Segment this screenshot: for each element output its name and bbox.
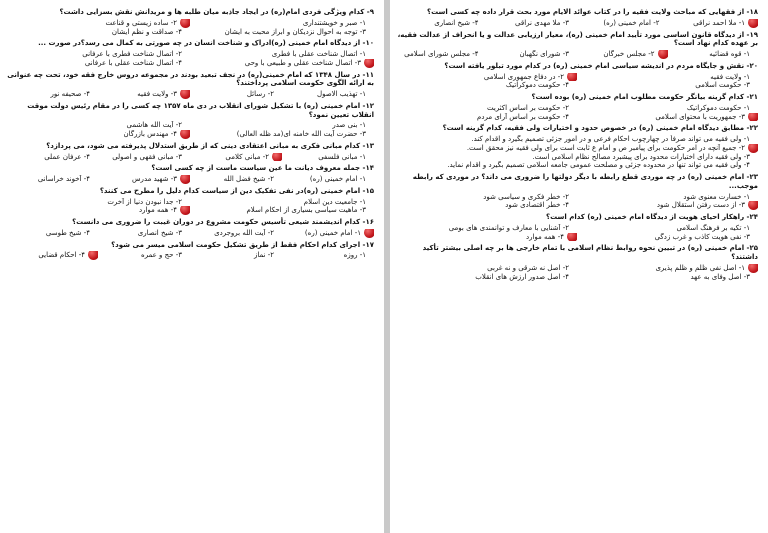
- right-page: [390, 0, 768, 533]
- option-text: ۳- ماهیت سیاسی بسیاری از احکام اسلام: [246, 206, 366, 215]
- options-group: [6, 90, 374, 99]
- option-text: ۲- رسائل: [246, 90, 274, 98]
- answer-option[interactable]: [282, 90, 374, 99]
- answer-option[interactable]: [190, 28, 374, 37]
- option-text: ۳- ولی فقیه دارای اختیارات محدود برای پیشبرد مصالح نظام اسلامی است.: [532, 152, 750, 161]
- question-item: [396, 173, 758, 210]
- answer-marker-icon: [567, 73, 577, 82]
- question-item: [6, 142, 374, 162]
- option-text: ۳- شیخ انصاری: [137, 228, 182, 237]
- question-text: ۱۰- از دیدگاه امام خمینی (ره)ادراک و شناخت انسان در چه صورتی به کمال می رسد؟در صورت ...: [38, 39, 374, 48]
- question-item: [396, 8, 758, 28]
- option-text: ۳- از دست رفتن استقلال شود: [656, 201, 745, 210]
- answer-option[interactable]: [6, 28, 190, 37]
- question-item: [396, 31, 758, 59]
- option-text: ۳- شورای نگهبان: [519, 50, 569, 58]
- answer-option[interactable]: [6, 90, 98, 99]
- option-text: ۲- امام خمینی (ره): [603, 18, 660, 27]
- answer-option[interactable]: [190, 153, 282, 162]
- question-text: ۱۸- از فقهایی که مباحث ولایت فقیه را در کتاب عوائد الایام مورد بحث قرار داده چه کسی است؟: [427, 8, 758, 16]
- answer-option[interactable]: [6, 121, 190, 130]
- answer-marker-icon: [180, 90, 190, 99]
- option-text: ۲- مجلس خبرگان: [603, 50, 655, 58]
- options-group: [6, 50, 374, 68]
- option-text: ۱- ولایت فقیه: [710, 72, 750, 81]
- option-text: ۴- آخوند خراسانی: [37, 175, 90, 183]
- answer-option[interactable]: [396, 153, 758, 162]
- option-text: ۴- ولی فقیه می تواند تنها در محدوده جزئی و مصلحت عمومی جامعه اسلامی تصمیم بگیرد و اقدام نماید.: [447, 161, 750, 170]
- answer-option[interactable]: [98, 175, 190, 184]
- answer-option[interactable]: [577, 113, 758, 122]
- answer-option[interactable]: [577, 273, 758, 282]
- option-text: ۲- شیخ فضل الله: [223, 175, 274, 183]
- answer-option[interactable]: [396, 144, 758, 153]
- answer-option[interactable]: [396, 104, 577, 113]
- option-text: ۳- اتصال شناخت عقلی و طبیعی با وحی: [244, 58, 361, 67]
- option-text: ۱- جامعیت دین اسلام: [303, 197, 366, 206]
- answer-option[interactable]: [98, 90, 190, 99]
- options-group: [396, 50, 758, 59]
- answer-option[interactable]: [282, 229, 374, 238]
- question-text: ۹- کدام ویژگی فردی امام(ره) در ایجاد جاذبه میان طلبه ها و مریدانش نقش بسزایی داشت؟: [59, 8, 374, 16]
- answer-option[interactable]: [396, 193, 577, 202]
- answer-option[interactable]: [668, 50, 759, 59]
- answer-option[interactable]: [396, 81, 577, 90]
- answer-option[interactable]: [396, 73, 577, 82]
- question-item: [396, 244, 758, 281]
- question-item: [396, 124, 758, 170]
- options-group: [6, 251, 374, 260]
- option-text: ۱- اتصال شناخت عقلی با فطری: [271, 50, 366, 58]
- options-group: [6, 121, 374, 139]
- options-group: [6, 19, 374, 37]
- options-group: [6, 153, 374, 162]
- answer-marker-icon: [567, 233, 577, 242]
- answer-marker-icon: [88, 251, 98, 260]
- answer-option[interactable]: [396, 135, 758, 144]
- answer-option[interactable]: [98, 153, 190, 162]
- answer-option[interactable]: [396, 113, 577, 122]
- option-text: ۱- ملا احمد نراقی: [693, 18, 745, 27]
- answer-marker-icon: [658, 50, 668, 59]
- option-text: ۳- نفی هویت کاذب و غرب زدگی: [654, 232, 750, 241]
- options-group: [396, 73, 758, 91]
- option-text: ۴- اصل صدور ارزش های انقلاب: [475, 272, 569, 281]
- question-item: [396, 213, 758, 241]
- answer-option[interactable]: [487, 19, 578, 28]
- answer-option[interactable]: [6, 50, 190, 59]
- question-text: ۲۵- امام خمینی (ره) در تبیین نحوه روابط نظام اسلامی با تمام خارجی ها بر چه اصلی بیشتر تأکید داشتند؟: [422, 244, 758, 261]
- answer-option[interactable]: [577, 50, 668, 59]
- option-text: ۴- مجلس شورای اسلامی: [404, 50, 479, 58]
- option-text: ۱- بنی صدر: [332, 121, 366, 130]
- question-text: ۲۰- نقش و جایگاه مردم در اندیشه سیاسی امام خمینی (ره) در کدام مورد تبلور یافته است؟: [444, 61, 758, 70]
- option-text: ۱- ولی فقیه می تواند صرفاً در چهارچوب احکام فرعی و در امور جزئی تصمیم بگیرد و اقدام کند.: [471, 135, 750, 143]
- option-text: ۲- حکومت بر اساس اکثریت: [487, 103, 569, 112]
- option-text: ۳- ملا مهدی نراقی: [515, 18, 569, 27]
- options-group: [6, 175, 374, 184]
- answer-option[interactable]: [282, 175, 374, 184]
- option-text: ۳- حج و عمره: [141, 251, 182, 260]
- answer-option[interactable]: [6, 19, 190, 28]
- option-text: ۲- مبانی کلامی: [225, 152, 269, 161]
- option-text: ۲- ساده زیستی و قناعت: [105, 18, 177, 27]
- question-text: ۱۲- امام خمینی (ره) با تشکیل شورای انقلاب در دی ماه ۱۳۵۷ چه کسی را در مقام رئیس دولت موقت انقلاب تعیین نمود؟: [27, 101, 374, 119]
- answer-option[interactable]: [577, 233, 758, 242]
- answer-marker-icon: [748, 144, 758, 153]
- option-text: ۱- تکیه بر فرهنگ اسلامی: [676, 223, 750, 232]
- option-text: ۳- مبانی فقهی و اصولی: [112, 152, 182, 161]
- answer-option[interactable]: [6, 59, 190, 68]
- options-group: [396, 135, 758, 170]
- question-item: [6, 71, 374, 99]
- answer-option[interactable]: [396, 233, 577, 242]
- answer-option[interactable]: [577, 81, 758, 90]
- question-item: [6, 218, 374, 238]
- answer-option[interactable]: [190, 206, 374, 215]
- answer-option[interactable]: [577, 19, 668, 28]
- answer-option[interactable]: [190, 175, 282, 184]
- answer-option[interactable]: [190, 130, 374, 139]
- question-item: [6, 187, 374, 215]
- answer-option[interactable]: [6, 229, 98, 238]
- option-text: ۱- خسارت معنوی شود: [683, 192, 750, 201]
- options-group: [6, 229, 374, 238]
- answer-option[interactable]: [190, 198, 374, 207]
- answer-option[interactable]: [668, 19, 759, 28]
- right-question-list: [396, 8, 758, 281]
- option-text: ۱- قوه قضائیه: [709, 50, 750, 58]
- answer-option[interactable]: [98, 251, 190, 260]
- option-text: ۱- روزه: [343, 251, 366, 260]
- options-group: [396, 264, 758, 282]
- option-text: ۴- صحیفه نور: [50, 90, 90, 98]
- answer-marker-icon: [180, 19, 190, 28]
- answer-option[interactable]: [396, 19, 487, 28]
- answer-marker-icon: [180, 130, 190, 139]
- option-text: ۲- آیت الله بروجردی: [214, 228, 274, 237]
- answer-option[interactable]: [396, 264, 577, 273]
- question-text: ۱۱- در سال ۱۳۴۸ که امام خمینی(ره) در نجف تبعید بودند در مجموعه دروس خارج فقه خود، تحت چه عنوانی به ارائه الگوی حکومت اسلامی پرداختند؟: [7, 70, 374, 88]
- answer-option[interactable]: [577, 201, 758, 210]
- options-group: [6, 198, 374, 216]
- answer-option[interactable]: [396, 50, 487, 59]
- answer-option[interactable]: [396, 201, 577, 210]
- option-text: ۴- اتصال شناخت عقلی با عرفانی: [84, 58, 182, 67]
- option-text: ۳- حضرت آیت الله خامنه ای(مد ظله العالی): [236, 130, 366, 138]
- option-text: ۱- تهذیب الاصول: [317, 90, 366, 98]
- option-text: ۱- امام خمینی (ره): [309, 175, 366, 183]
- answer-option[interactable]: [282, 153, 374, 162]
- answer-option[interactable]: [577, 104, 758, 113]
- option-text: ۲- اتصال شناخت فطری با عرفانی: [82, 50, 182, 58]
- option-text: ۳- شهید مدرس: [132, 175, 177, 183]
- page-divider: [384, 0, 390, 533]
- answer-option[interactable]: [190, 251, 282, 260]
- option-text: ۱- مبانی فلسفی: [318, 152, 366, 161]
- option-text: ۳- ولایت فقیه: [137, 90, 177, 98]
- option-text: ۴- حکومت دموکراتیک: [505, 81, 569, 90]
- options-group: [396, 224, 758, 242]
- options-group: [396, 193, 758, 211]
- answer-option[interactable]: [282, 251, 374, 260]
- answer-option[interactable]: [190, 90, 282, 99]
- answer-option[interactable]: [6, 251, 98, 260]
- answer-option[interactable]: [396, 273, 577, 282]
- question-item: [396, 93, 758, 121]
- question-item: [6, 102, 374, 139]
- question-item: [6, 39, 374, 67]
- answer-option[interactable]: [190, 121, 374, 130]
- answer-marker-icon: [748, 19, 758, 28]
- option-text: ۲- در دفاع جمهوری اسلامی: [483, 72, 564, 81]
- answer-marker-icon: [180, 175, 190, 184]
- answer-option[interactable]: [6, 130, 190, 139]
- answer-marker-icon: [748, 264, 758, 273]
- answer-marker-icon: [748, 201, 758, 210]
- answer-marker-icon: [364, 229, 374, 238]
- option-text: ۴- شیخ انصاری: [434, 18, 479, 27]
- option-text: ۴- حکومت بر اساس آرای مردم: [477, 112, 569, 121]
- answer-option[interactable]: [6, 206, 190, 215]
- option-text: ۱- اصل نفی ظلم و ظلم پذیری: [655, 263, 745, 272]
- option-text: ۲- آشنایی با معارف و توانمندی های بومی: [448, 223, 569, 232]
- option-text: ۱- امام خمینی (ره): [304, 228, 361, 237]
- answer-option[interactable]: [396, 224, 577, 233]
- answer-option[interactable]: [487, 50, 578, 59]
- answer-option[interactable]: [577, 193, 758, 202]
- question-text: ۲۳- امام خمینی (ره) در چه موردی قطع رابطه با دیگر دولتها را ضروری می داند؟ در موردی که رابطه موجب...: [412, 173, 758, 190]
- option-text: ۴- صداقت و نظم ایشان: [111, 27, 182, 36]
- question-text: ۱۶- کدام اندیشمند شیعی تأسیس حکومت مشروع در دوران غیبت را ضروری می دانست؟: [72, 218, 374, 226]
- question-text: ۲۲- مطابق دیدگاه امام خمینی (ره) در خصوص حدود و اختیارات ولی فقیه، کدام گزینه است؟: [442, 124, 758, 133]
- left-question-list: [6, 8, 374, 260]
- option-text: ۲- آیت الله هاشمی: [126, 121, 182, 130]
- option-text: ۲- اصل نه شرقی و نه غربی: [487, 263, 569, 272]
- answer-option[interactable]: [6, 175, 98, 184]
- option-text: ۳- اصل وفای به عهد: [690, 272, 750, 281]
- option-text: ۳- توجه به احوال نزدیکان و ابراز محبت به ایشان: [224, 27, 366, 36]
- question-text: ۱۴- جمله معروف دیانت ما عین سیاست ماست از چه کسی است؟: [151, 164, 374, 173]
- answer-option[interactable]: [190, 19, 374, 28]
- question-item: [396, 62, 758, 90]
- question-text: ۱۵- امام خمینی (ره)در نفی تفکیک دین از سیاست کدام دلیل را مطرح می کنند؟: [99, 186, 374, 195]
- answer-marker-icon: [180, 206, 190, 215]
- answer-option[interactable]: [577, 264, 758, 273]
- answer-option[interactable]: [577, 224, 758, 233]
- option-text: ۴- خطر اقتصادی شود: [505, 201, 569, 210]
- option-text: ۱- حکومت دموکراتیک: [686, 103, 750, 112]
- answer-marker-icon: [272, 153, 282, 162]
- option-text: ۴- احکام قضایی: [38, 251, 85, 260]
- option-text: ۲- جمیع آنچه در امر حکومت برای پیامبر ص و امام ع ثابت است برای ولی فقیه نیز محقق است.: [466, 143, 745, 152]
- answer-option[interactable]: [190, 59, 374, 68]
- answer-option[interactable]: [190, 229, 282, 238]
- question-item: [6, 241, 374, 261]
- option-text: ۳- جمهوریت با محتوای اسلامی: [655, 112, 745, 121]
- question-text: ۱۷- اجرای کدام احکام فقط از طریق تشکیل حکومت اسلامی میسر می شود؟: [111, 240, 374, 249]
- option-text: ۴- مهندس بازرگان: [123, 130, 177, 138]
- answer-marker-icon: [364, 59, 374, 68]
- question-text: ۱۳- کدام مبانی فکری به مبانی اعتقادی دینی که از طریق استدلال پذیرفته می شود، می پردازد؟: [46, 141, 374, 150]
- option-text: ۴- همه موارد: [138, 206, 177, 215]
- question-item: [6, 164, 374, 184]
- answer-option[interactable]: [98, 229, 190, 238]
- option-text: ۱- صبر و خویشتنداری: [302, 18, 366, 27]
- question-text: ۲۴- راهکار احیای هویت از دیدگاه امام خمینی (ره) کدام است؟: [546, 213, 758, 221]
- option-text: ۲- خطر فکری و سیاسی شود: [483, 192, 569, 201]
- options-group: [396, 19, 758, 28]
- answer-option[interactable]: [190, 50, 374, 59]
- option-text: ۴- شیخ طوسی: [45, 228, 90, 237]
- answer-marker-icon: [748, 113, 758, 122]
- options-group: [396, 104, 758, 122]
- option-text: ۳- حکومت اسلامی: [695, 81, 750, 90]
- question-text: ۲۱- کدام گزینه بیانگر حکومت مطلوب امام خمینی (ره) بوده است؟: [531, 93, 758, 101]
- option-text: ۴- عرفان عملی: [44, 152, 90, 161]
- answer-option[interactable]: [396, 161, 758, 170]
- option-text: ۴- همه موارد: [525, 232, 564, 241]
- answer-option[interactable]: [6, 153, 98, 162]
- option-text: ۲- نماز: [253, 251, 274, 260]
- question-text: ۱۹- از دیدگاه قانون اساسی مورد تأیید امام خمینی (ره)، معیار ارزیابی عدالت و یا انحراف از عدالت فقیه، بر عهده کدام نهاد است؟: [397, 30, 758, 48]
- answer-option[interactable]: [577, 73, 758, 82]
- question-item: [6, 8, 374, 36]
- option-text: ۲- جدا نبودن دنیا از آخرت: [107, 197, 182, 206]
- answer-option[interactable]: [6, 198, 190, 207]
